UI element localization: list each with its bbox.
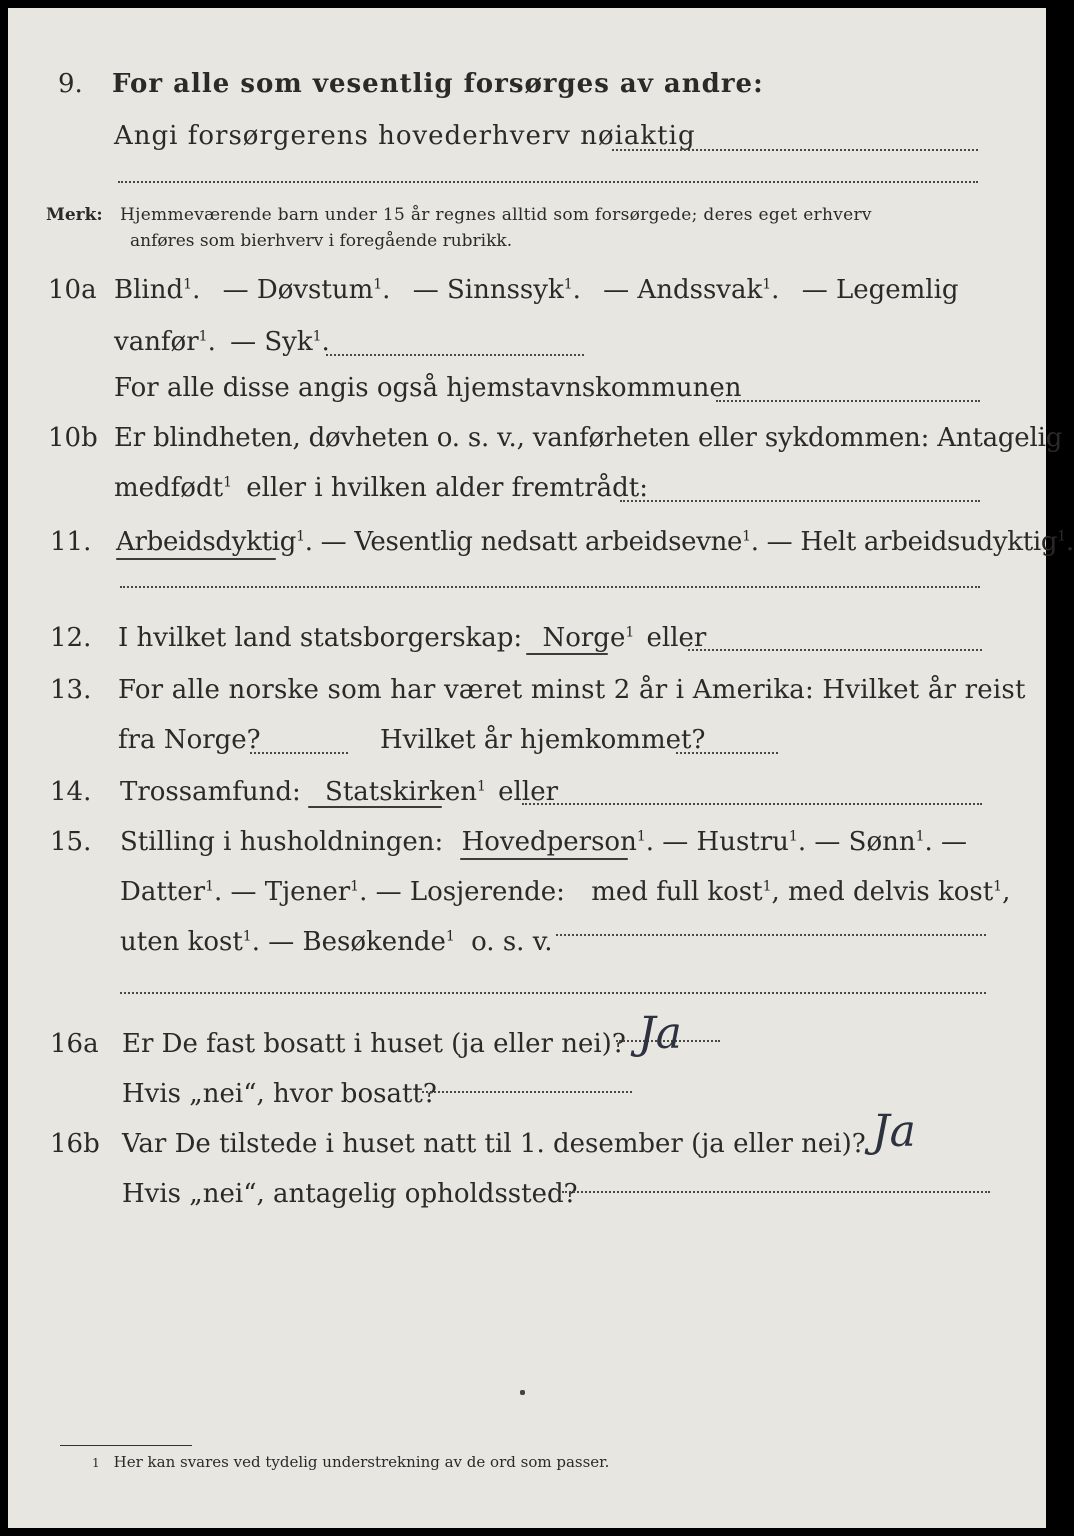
option-helt-udyktig[interactable]: . — Helt arbeidsudyktig: [750, 527, 1058, 557]
print-mark: [520, 1390, 525, 1395]
underline-norge: [526, 653, 608, 655]
q10a-line-1: Blind$^1$. — Døvstum$^1$. — Sinnssyk$^1$. — Andssvak$^1$. — Legemlig: [114, 275, 959, 305]
q11-answer-line[interactable]: [120, 586, 980, 588]
footnote-text: Her kan svares ved tydelig understrekning av de ord som passer.: [113, 1453, 610, 1471]
option-vesentlig-nedsatt[interactable]: . — Vesentlig nedsatt arbeidsevne: [304, 527, 743, 557]
q11-number: 11.: [50, 527, 92, 557]
option-besokende[interactable]: . — Besøkende: [251, 927, 446, 957]
q10a-hjemstavn-line[interactable]: [716, 400, 980, 402]
q12-eller: eller: [646, 623, 707, 653]
q16a-number: 16a: [50, 1029, 99, 1059]
q16b-followup: Hvis „nei“, antagelig opholdssted?: [122, 1179, 578, 1209]
option-hustru[interactable]: . — Hustru: [645, 827, 789, 857]
q15-answer-line-2[interactable]: [120, 992, 986, 994]
q10a-answer-line[interactable]: [326, 354, 584, 356]
footnote-ref: 1: [350, 878, 360, 895]
option-blind[interactable]: Blind: [114, 275, 184, 305]
q16a-followup: Hvis „nei“, hvor bosatt?: [122, 1079, 437, 1109]
q10b-answer-line[interactable]: [620, 500, 980, 502]
q10a-line-2: vanfør$^1$. — Syk$^1$.: [114, 327, 330, 357]
merk-note-line-2: anføres som bierhverv i foregående rubrikk.: [130, 231, 513, 251]
footnote-ref: 1: [445, 928, 455, 945]
q12-text: I hvilket land statsborgerskap:: [118, 623, 523, 653]
q14-text: Trossamfund:: [120, 777, 301, 807]
q10a-line-3: For alle disse angis også hjemstavnskommunen: [114, 373, 742, 403]
q13-reist-line[interactable]: [250, 752, 348, 754]
footnote-ref: 1: [742, 528, 751, 545]
q10b-line-2: [114, 472, 648, 504]
q13-line-1: For alle norske som har været minst 2 år i Amerika: Hvilket år reist: [118, 675, 1026, 705]
q16b-question: Var De tilstede i huset natt til 1. desember (ja eller nei)?: [122, 1129, 866, 1159]
footnote-ref: 1: [762, 878, 772, 895]
underline-statskirken: [308, 806, 442, 808]
option-med-delvis-kost[interactable]: , med delvis kost: [771, 877, 994, 907]
q13-number: 13.: [50, 675, 92, 705]
q15-dash: . —: [924, 827, 968, 857]
option-dovstum[interactable]: — Døvstum: [222, 275, 374, 305]
merk-note-line-1: Hjemmeværende barn under 15 år regnes alltid som forsørgede; deres eget erhverv: [120, 205, 872, 225]
q16a-question: Er De fast bosatt i huset (ja eller nei)?: [122, 1029, 626, 1059]
option-sonn[interactable]: . — Sønn: [797, 827, 916, 857]
footnote-ref: 1: [636, 828, 646, 845]
option-tjener[interactable]: . — Tjener: [213, 877, 351, 907]
q13-fra-norge: fra Norge?: [118, 725, 261, 755]
footnote: [92, 1452, 609, 1473]
underline-hovedperson: [460, 858, 628, 860]
option-losjerende: . — Losjerende:: [359, 877, 565, 907]
q15-answer-line[interactable]: [556, 934, 986, 936]
q15-number: 15.: [50, 827, 92, 857]
option-statskirken[interactable]: Statskirken: [325, 777, 477, 807]
footnote-ref: 1: [915, 828, 925, 845]
q15-line-2: Datter$^1$. — Tjener$^1$. — Losjerende: med full kost$^1$, med delvis kost$^1$,: [120, 877, 1011, 907]
option-legemlig[interactable]: — Legemlig: [801, 275, 959, 305]
option-vanfor[interactable]: vanfør: [114, 327, 199, 357]
option-med-full-kost[interactable]: med full kost: [591, 877, 763, 907]
option-datter[interactable]: Datter: [120, 877, 206, 907]
footnote-ref: 1: [198, 328, 208, 345]
q13-hjemkommet-line[interactable]: [676, 752, 778, 754]
option-arbeidsdyktig[interactable]: Arbeidsdyktig: [116, 527, 297, 557]
q15-line-1: [120, 826, 967, 858]
footnote-ref: 1: [1057, 528, 1066, 545]
q10a-number: 10a: [48, 275, 97, 305]
q13-hjemkommet: Hvilket år hjemkommet?: [380, 725, 706, 755]
q14-number: 14.: [50, 777, 92, 807]
q16b-number: 16b: [50, 1129, 100, 1159]
q12-line: [118, 622, 706, 654]
footnote-ref: 1: [296, 528, 305, 545]
footnote-ref: 1: [788, 828, 798, 845]
q16a-followup-line[interactable]: [422, 1091, 632, 1093]
q14-line: [120, 776, 558, 808]
footnote-ref: 1: [476, 778, 486, 795]
q15-line-3: [120, 926, 553, 958]
q16b-followup-line[interactable]: [562, 1191, 990, 1193]
footnote-mark: 1: [92, 1456, 100, 1470]
q15-text: Stilling i husholdningen:: [120, 827, 444, 857]
q9-answer-line-2[interactable]: [118, 181, 978, 183]
footnote-ref: 1: [762, 276, 772, 293]
footnote-ref: 1: [373, 276, 383, 293]
footnote-ref: 1: [625, 624, 635, 641]
option-norge[interactable]: Norge: [542, 623, 626, 653]
option-syk[interactable]: — Syk: [230, 327, 313, 357]
q16b-handwritten-answer[interactable]: Ja: [872, 1106, 916, 1157]
q10b-line-1: Er blindheten, døvheten o. s. v., vanførheten eller sykdommen: Antagelig: [114, 423, 1063, 453]
q9-heading: For alle som vesentlig forsørges av andre:: [112, 69, 764, 99]
q14-eller: eller: [498, 777, 559, 807]
option-medfodt[interactable]: medfødt: [114, 473, 224, 503]
census-form-page: [8, 8, 1074, 1528]
q15-osv: o. s. v.: [471, 927, 553, 957]
q9-answer-line[interactable]: [612, 149, 978, 151]
footnote-rule: [60, 1445, 192, 1446]
option-andssvak[interactable]: — Andssvak: [603, 275, 763, 305]
q10b-number: 10b: [48, 423, 98, 453]
footnote-ref: 1: [223, 474, 232, 491]
option-uten-kost[interactable]: uten kost: [120, 927, 243, 957]
footnote-ref: 1: [312, 328, 322, 345]
q16a-handwritten-answer[interactable]: Ja: [638, 1008, 682, 1059]
q12-answer-line[interactable]: [688, 649, 982, 651]
q12-number: 12.: [50, 623, 92, 653]
merk-label: Merk:: [46, 205, 103, 225]
q11-options: Arbeidsdyktig$^1$. — Vesentlig nedsatt arbeidsevne$^1$. — Helt arbeidsudyktig$^1$.: [116, 527, 1074, 557]
q14-answer-line[interactable]: [522, 803, 982, 805]
q9-number: 9.: [58, 69, 83, 99]
option-hovedperson[interactable]: Hovedperson: [461, 827, 637, 857]
q9-prompt: Angi forsørgerens hovederhverv nøiaktig: [114, 121, 696, 151]
option-sinnssyk[interactable]: — Sinnssyk: [412, 275, 564, 305]
footnote-ref: 1: [205, 878, 214, 895]
q10b-alder: eller i hvilken alder fremtrådt:: [246, 473, 649, 503]
footnote-ref: 1: [993, 878, 1003, 895]
footnote-ref: 1: [563, 276, 573, 293]
footnote-ref: 1: [183, 276, 193, 293]
footnote-ref: 1: [242, 928, 252, 945]
underline-arbeidsdyktig: [116, 558, 276, 560]
